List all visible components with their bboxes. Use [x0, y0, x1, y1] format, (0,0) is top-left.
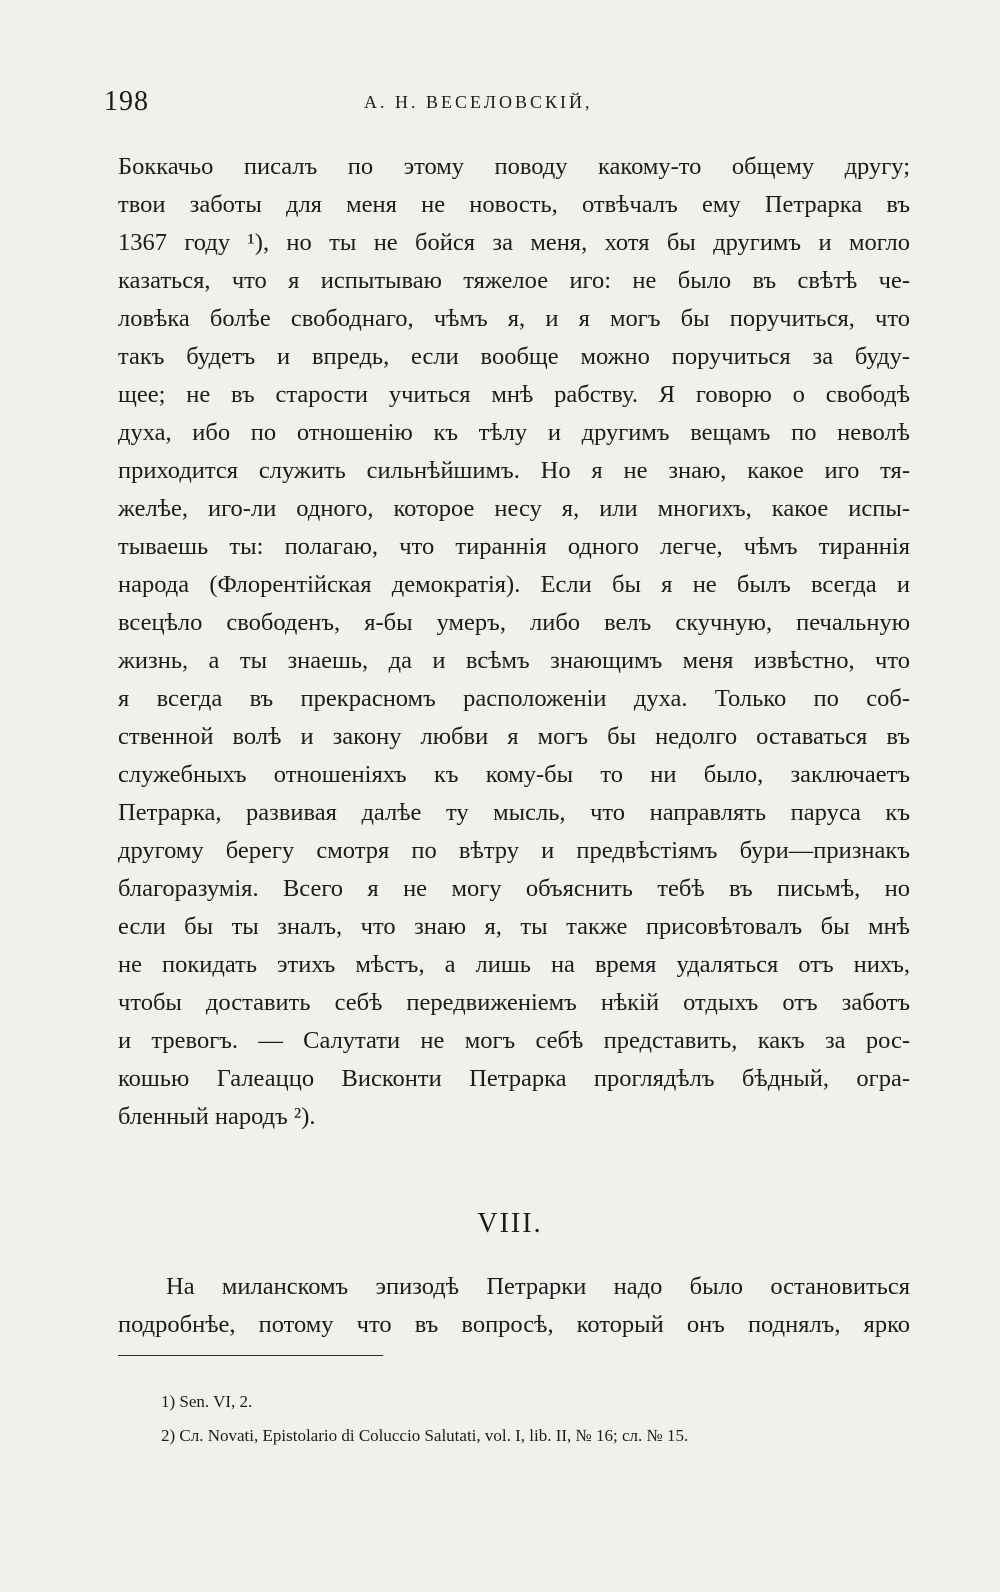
text-line: служебныхъ отношеніяхъ къ кому-бы то ни было, заключаетъ	[118, 761, 910, 788]
section-text	[118, 1268, 910, 1344]
text-line: духа, ибо по отношенію къ тѣлу и другимъ вещамъ по неволѣ	[118, 419, 910, 446]
text-line: казаться, что я испытываю тяжелое иго: не было въ свѣтѣ че-	[118, 267, 910, 294]
text-line: кошью Галеаццо Висконти Петрарка проглядѣлъ бѣдный, огра-	[118, 1065, 910, 1092]
text-line: щее; не въ старости учиться мнѣ рабству. Я говорю о свободѣ	[118, 381, 910, 408]
footnote-divider	[118, 1355, 383, 1356]
page-number: 198	[104, 86, 149, 117]
text-line: и тревогъ. — Салутати не могъ себѣ представить, какъ за рос-	[118, 1027, 910, 1054]
text-line: желѣе, иго-ли одного, которое несу я, или многихъ, какое испы-	[118, 495, 910, 522]
text-line: народа (Флорентійская демократія). Если бы я не былъ всегда и	[118, 571, 910, 598]
text-line: 1367 году ¹), но ты не бойся за меня, хотя бы другимъ и могло	[118, 229, 910, 256]
text-line: бленный народъ ²).	[118, 1103, 316, 1130]
page-header	[104, 86, 924, 126]
text-line: На миланскомъ эпизодѣ Петрарки надо было остановиться	[166, 1273, 910, 1300]
text-line: я всегда въ прекрасномъ расположеніи духа. Только по соб-	[118, 685, 910, 712]
footnotes	[161, 1385, 921, 1453]
text-line: другому берегу смотря по вѣтру и предвѣстіямъ бури—признакъ	[118, 837, 910, 864]
text-line: всецѣло свободенъ, я-бы умеръ, либо велъ скучную, печальную	[118, 609, 910, 636]
text-line: Боккачьо писалъ по этому поводу какому-то общему другу;	[118, 153, 910, 180]
text-line: ловѣка болѣе свободнаго, чѣмъ я, и я могъ бы поручиться, что	[118, 305, 910, 332]
text-line: ственной волѣ и закону любви я могъ бы недолго оставаться въ	[118, 723, 910, 750]
text-line: не покидать этихъ мѣстъ, а лишь на время удаляться отъ нихъ,	[118, 951, 910, 978]
section-heading: VIII.	[477, 1208, 543, 1239]
body-text	[118, 148, 910, 1136]
footnote: 2) Сл. Novati, Epistolario di Coluccio Salutati, vol. I, lib. II, № 16; сл. № 15.	[161, 1426, 689, 1445]
running-head: А. Н. ВЕСЕЛОВСКІЙ,	[364, 92, 593, 112]
text-line: твои заботы для меня не новость, отвѣчалъ ему Петрарка въ	[118, 191, 910, 218]
text-line: чтобы доставить себѣ передвиженіемъ нѣкій отдыхъ отъ заботъ	[118, 989, 910, 1016]
text-line: такъ будетъ и впредь, если вообще можно поручиться за буду-	[118, 343, 910, 370]
text-line: подробнѣе, потому что въ вопросѣ, который онъ поднялъ, ярко	[118, 1311, 910, 1338]
text-line: Петрарка, развивая далѣе ту мысль, что направлять паруса къ	[118, 799, 910, 826]
text-line: тываешь ты: полагаю, что тираннія одного легче, чѣмъ тираннія	[118, 533, 910, 560]
text-line: благоразумія. Всего я не могу объяснить тебѣ въ письмѣ, но	[118, 875, 910, 902]
text-line: приходится служить сильнѣйшимъ. Но я не знаю, какое иго тя-	[118, 457, 910, 484]
footnote: 1) Sen. VI, 2.	[161, 1392, 253, 1411]
text-line: если бы ты зналъ, что знаю я, ты также присовѣтовалъ бы мнѣ	[118, 913, 910, 940]
text-line: жизнь, а ты знаешь, да и всѣмъ знающимъ меня извѣстно, что	[118, 647, 910, 674]
